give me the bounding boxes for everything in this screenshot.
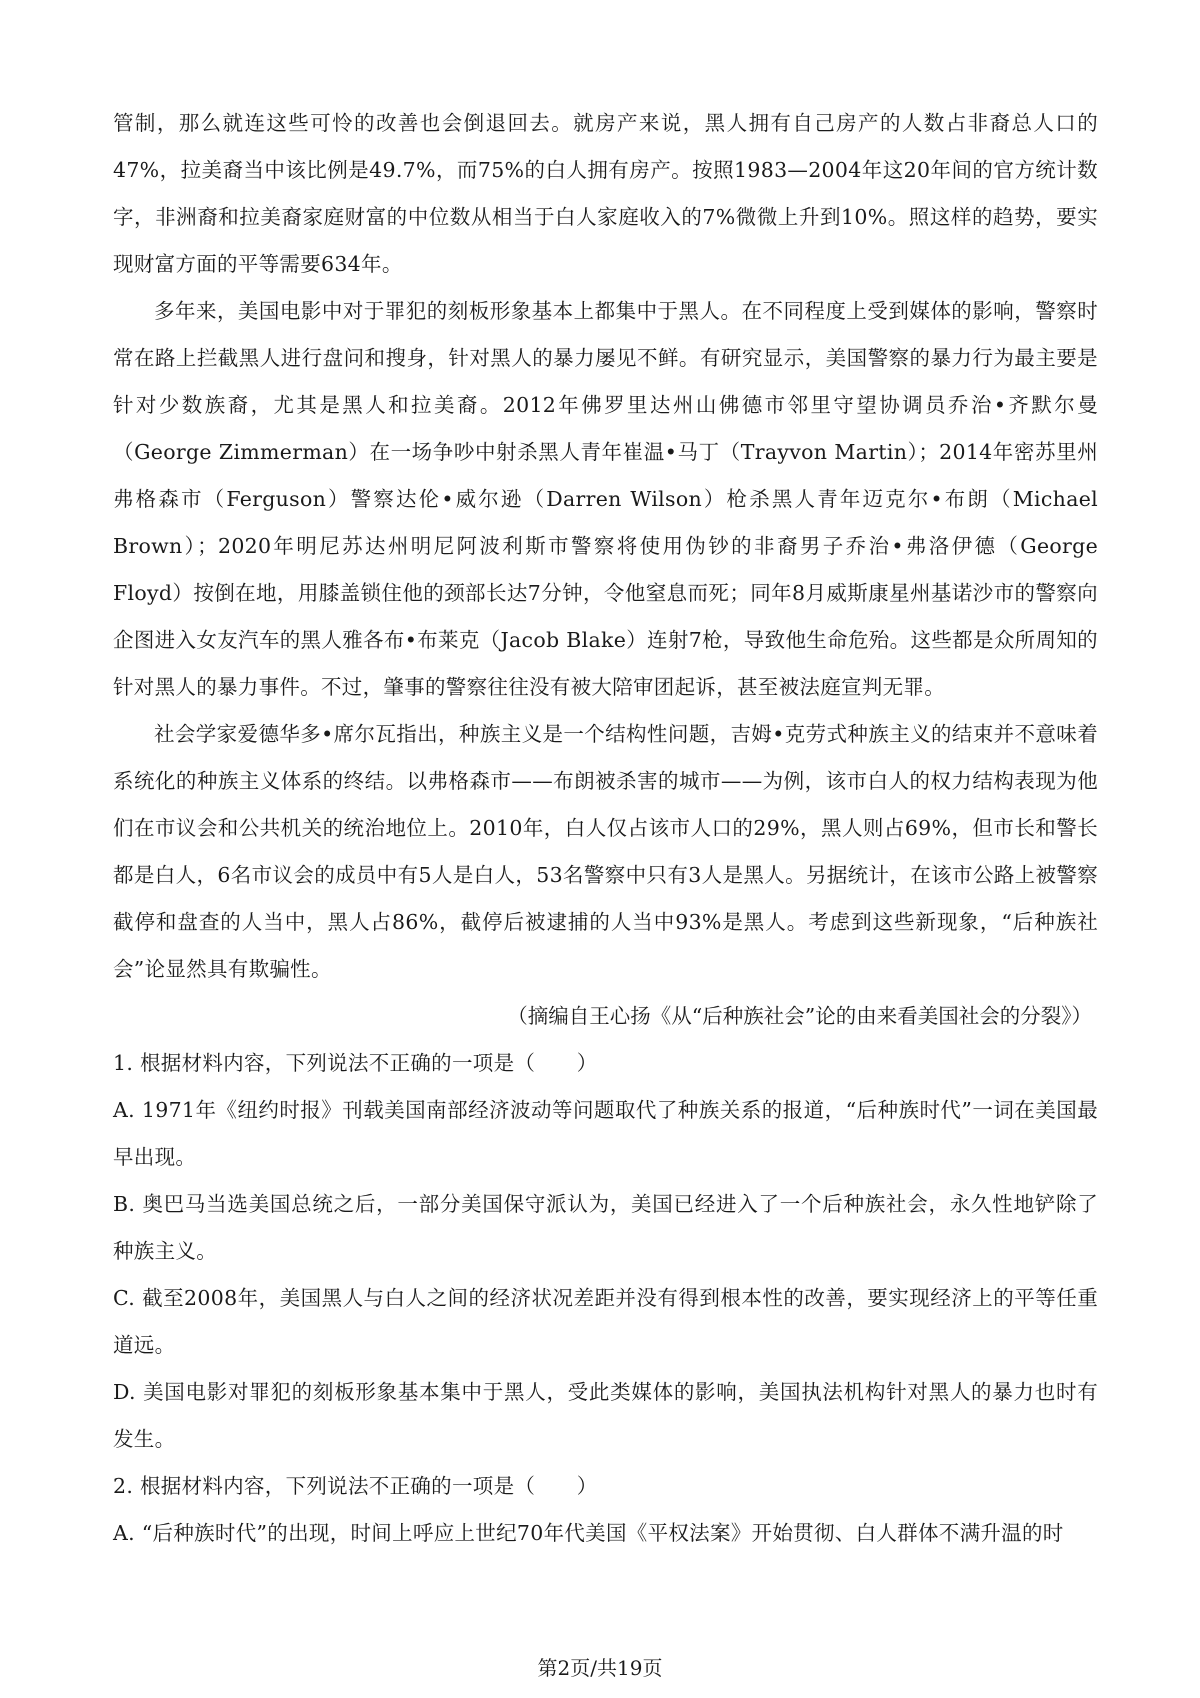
passage-source-citation: （摘编自王心扬《从“后种族社会”论的由来看美国社会的分裂》） (507, 1004, 1092, 1028)
question-1-option-c: C. 截至2008年，美国黑人与白人之间的经济状况差距并没有得到根本性的改善，要实现经济上的平等任重道远。 (113, 1286, 1098, 1357)
question-1-option-d: D. 美国电影对罪犯的刻板形象基本集中于黑人，受此类媒体的影响，美国执法机构针对黑人的暴力也时有发生。 (113, 1380, 1098, 1451)
question-1 (113, 1040, 1098, 1463)
question-2-stem: 2. 根据材料内容，下列说法不正确的一项是（ ） (113, 1474, 598, 1498)
passage-paragraph-3: 社会学家爱德华多•席尔瓦指出，种族主义是一个结构性问题，吉姆•克劳式种族主义的结束并不意味着系统化的种族主义体系的终结。以弗格森市——布朗被杀害的城市——为例，该市白人的权力结构表现为他们在市议会和公共机关的统治地位上。2010年，白人仅占该市人口的29%，黑人则占69%，但市长和警长都是白人，6名市议会的成员中有5人是白人，53名警察中只有3人是黑人。另据统计，在该市公路上被警察截停和盘查的人当中，黑人占86%，截停后被逮捕的人当中93%是黑人。考虑到这些新现象，“后种族社会”论显然具有欺骗性。 (113, 722, 1098, 981)
passage-paragraph-2: 多年来，美国电影中对于罪犯的刻板形象基本上都集中于黑人。在不同程度上受到媒体的影响，警察时常在路上拦截黑人进行盘问和搜身，针对黑人的暴力屡见不鲜。有研究显示，美国警察的暴力行为最主要是针对少数族裔，尤其是黑人和拉美裔。2012年佛罗里达州山佛德市邻里守望协调员乔治•齐默尔曼（George Zimmerman）在一场争吵中射杀黑人青年崔温•马丁（Trayvon Martin）；2014年密苏里州弗格森市（Ferguson）警察达伦•威尔逊（Darren Wilson）枪杀黑人青年迈克尔•布朗（Michael Brown）；2020年明尼苏达州明尼阿波利斯市警察将使用伪钞的非裔男子乔治•弗洛伊德（George Floyd）按倒在地，用膝盖锁住他的颈部长达7分钟，令他窒息而死；同年8月威斯康星州基诺沙市的警察向企图进入女友汽车的黑人雅各布•布莱克（Jacob Blake）连射7枪，导致他生命危殆。这些都是众所周知的针对黑人的暴力事件。不过，肇事的警察往往没有被大陪审团起诉，甚至被法庭宣判无罪。 (113, 299, 1098, 699)
question-2 (113, 1463, 1098, 1557)
question-1-stem: 1. 根据材料内容，下列说法不正确的一项是（ ） (113, 1051, 598, 1075)
question-1-option-b: B. 奥巴马当选美国总统之后，一部分美国保守派认为，美国已经进入了一个后种族社会，永久性地铲除了种族主义。 (113, 1192, 1098, 1263)
question-2-option-a: A. “后种族时代”的出现，时间上呼应上世纪70年代美国《平权法案》开始贯彻、白人群体不满升温的时 (113, 1521, 1064, 1545)
passage-paragraph-1: 管制，那么就连这些可怜的改善也会倒退回去。就房产来说，黑人拥有自己房产的人数占非裔总人口的47%，拉美裔当中该比例是49.7%，而75%的白人拥有房产。按照1983—2004年这20年间的官方统计数字，非洲裔和拉美裔家庭财富的中位数从相当于白人家庭收入的7%微微上升到10%。照这样的趋势，要实现财富方面的平等需要634年。 (113, 111, 1098, 276)
question-1-option-a: A. 1971年《纽约时报》刊载美国南部经济波动等问题取代了种族关系的报道，“后种族时代”一词在美国最早出现。 (113, 1098, 1098, 1169)
document-page (113, 100, 1098, 1557)
page-number-footer: 第2页/共19页 (537, 1656, 663, 1680)
